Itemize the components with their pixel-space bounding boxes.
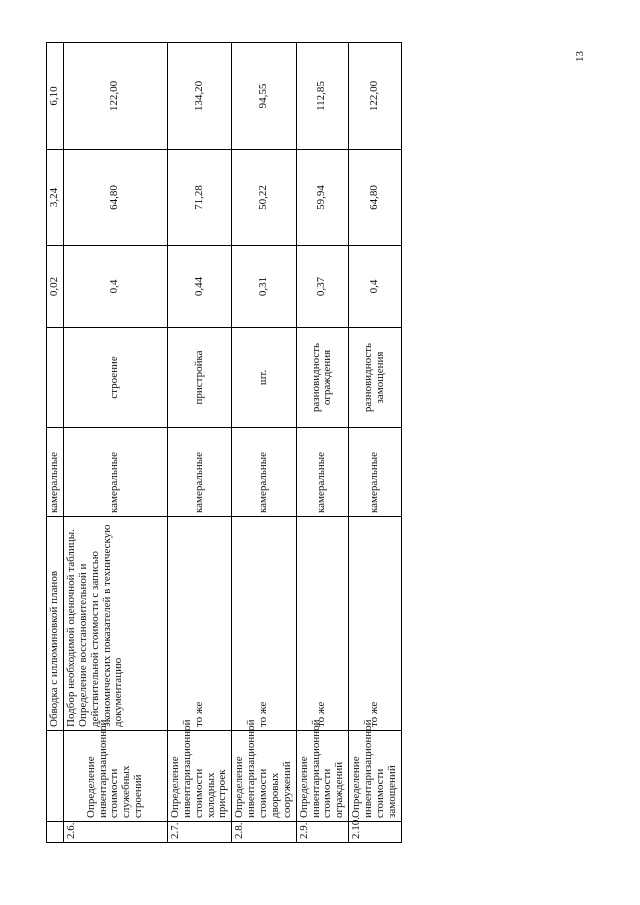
row-id: 2.8. xyxy=(232,822,296,843)
row-total: 122,00 xyxy=(349,43,402,150)
row-coef: 0,44 xyxy=(167,246,231,328)
table-row xyxy=(296,43,349,843)
table-row xyxy=(47,43,64,843)
row-kind: камеральные xyxy=(167,428,231,517)
row-id: 2.10. xyxy=(349,822,402,843)
row-work: то же xyxy=(167,517,231,731)
row-unit: пристройка xyxy=(167,328,231,428)
row-name: Определение инвентаризационной стоимости дворовых сооружений xyxy=(232,731,296,822)
row-unit: разновидность замощения xyxy=(349,328,402,428)
row-coef: 0,4 xyxy=(63,246,167,328)
row-coef: 0,31 xyxy=(232,246,296,328)
row-total: 134,20 xyxy=(167,43,231,150)
row-cost: 71,28 xyxy=(167,150,231,246)
row-id: 2.9. xyxy=(296,822,349,843)
row-kind: камеральные xyxy=(349,428,402,517)
row-id: 2.7. xyxy=(167,822,231,843)
row-unit: разновидность ограждения xyxy=(296,328,349,428)
row-coef: 0,37 xyxy=(296,246,349,328)
row-coef: 0,4 xyxy=(349,246,402,328)
row-cost: 3,24 xyxy=(47,150,64,246)
row-total: 6,10 xyxy=(47,43,64,150)
row-name xyxy=(47,731,64,822)
row-name: Определение инвентаризационной стоимости служебных строений xyxy=(63,731,167,822)
row-name: Определение инвентаризационной стоимости ограждений xyxy=(296,731,349,822)
row-coef: 0,02 xyxy=(47,246,64,328)
row-unit: шт. xyxy=(232,328,296,428)
page-number: 13 xyxy=(574,51,586,62)
row-work: Обводка с иллюминовкой планов xyxy=(47,517,64,731)
row-total: 122,00 xyxy=(63,43,167,150)
row-unit xyxy=(47,328,64,428)
row-work: то же xyxy=(296,517,349,731)
row-total: 112,85 xyxy=(296,43,349,150)
row-kind: камеральные xyxy=(296,428,349,517)
row-kind: камеральные xyxy=(47,428,64,517)
row-kind: камеральные xyxy=(232,428,296,517)
table-row xyxy=(349,43,402,843)
row-id xyxy=(47,822,64,843)
row-id: 2.6. xyxy=(63,822,167,843)
row-name: Определение инвентаризационной стоимости замощений xyxy=(349,731,402,822)
row-work: то же xyxy=(232,517,296,731)
row-cost: 59,94 xyxy=(296,150,349,246)
row-cost: 64,80 xyxy=(63,150,167,246)
rotated-table-container xyxy=(46,43,398,843)
row-kind: камеральные xyxy=(63,428,167,517)
row-name: Определение инвентаризационной стоимости холодных пристроек xyxy=(167,731,231,822)
cost-table xyxy=(46,42,402,843)
row-cost: 64,80 xyxy=(349,150,402,246)
row-work: то же xyxy=(349,517,402,731)
table-row xyxy=(63,43,167,843)
row-cost: 50,22 xyxy=(232,150,296,246)
row-work: Подбор необходимой оценочной таблицы. Определение восстановительной и действительной стоимости с записью экономических показателей в техническую документацию xyxy=(63,517,167,731)
row-total: 94,55 xyxy=(232,43,296,150)
row-unit: строение xyxy=(63,328,167,428)
table-row xyxy=(167,43,231,843)
table-row xyxy=(232,43,296,843)
